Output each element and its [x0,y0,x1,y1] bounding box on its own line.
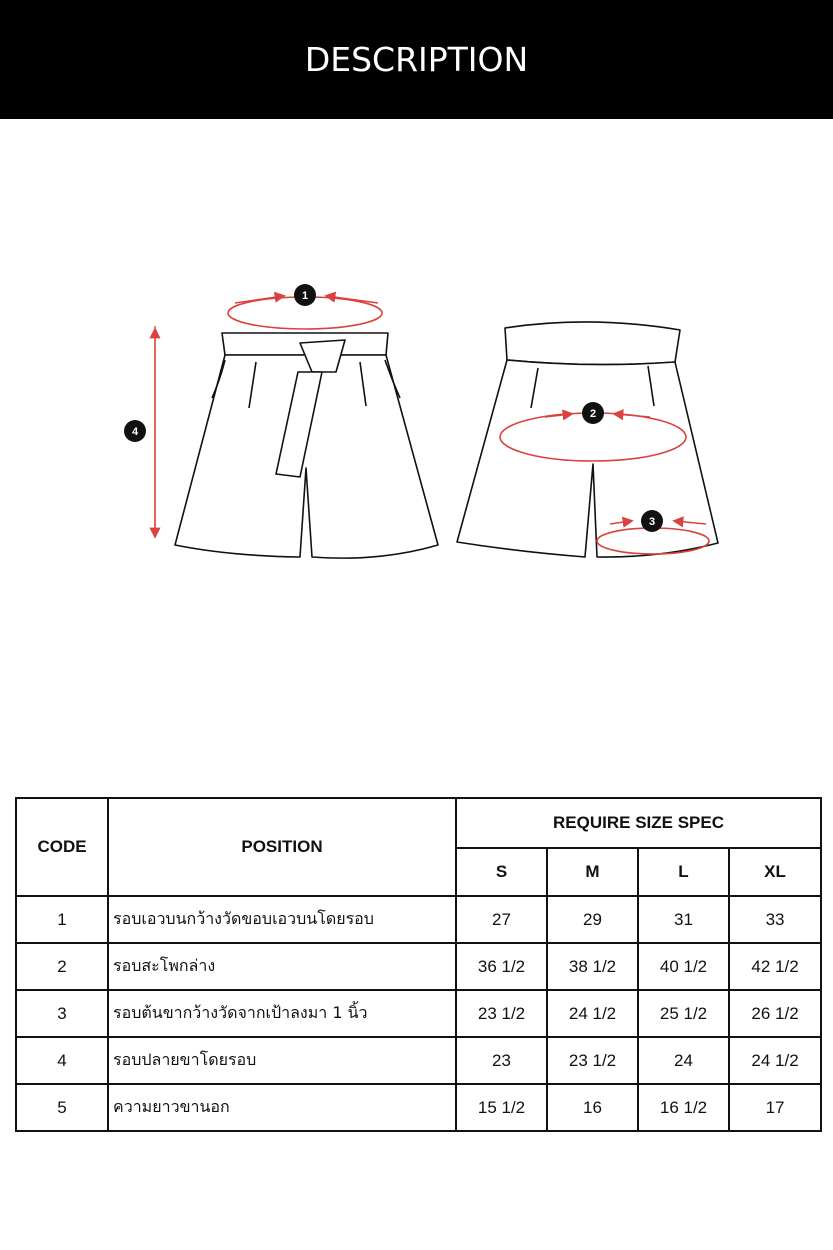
row-value-l: 25 1/2 [638,990,729,1037]
row-value-s: 27 [456,896,547,943]
row-value-s: 15 1/2 [456,1084,547,1131]
table-row [16,1084,821,1131]
row-position: รอบต้นขากว้างวัดจากเป้าลงมา 1 นิ้ว [108,990,456,1037]
row-position: รอบปลายขาโดยรอบ [108,1037,456,1084]
row-code: 5 [16,1084,108,1131]
front-shorts-drawing [175,333,438,558]
size-header-m: M [547,848,638,896]
row-value-m: 24 1/2 [547,990,638,1037]
row-code: 2 [16,943,108,990]
measurement-length [124,326,155,536]
row-value-m: 38 1/2 [547,943,638,990]
row-value-s: 36 1/2 [456,943,547,990]
table-row [16,990,821,1037]
svg-text:4: 4 [131,426,139,438]
svg-text:1: 1 [301,290,309,302]
size-header-s: S [456,848,547,896]
row-value-l: 40 1/2 [638,943,729,990]
row-value-m: 23 1/2 [547,1037,638,1084]
table-row [16,943,821,990]
row-value-m: 16 [547,1084,638,1131]
table-row [16,896,821,943]
row-value-xl: 24 1/2 [729,1037,821,1084]
row-value-l: 31 [638,896,729,943]
row-position: รอบเอวบนกว้างวัดขอบเอวบนโดยรอบ [108,896,456,943]
row-value-xl: 33 [729,896,821,943]
header-bar [0,0,833,119]
row-value-xl: 42 1/2 [729,943,821,990]
row-position: รอบสะโพกล่าง [108,943,456,990]
row-position: ความยาวขานอก [108,1084,456,1131]
row-value-xl: 17 [729,1084,821,1131]
position-header: POSITION [108,798,456,896]
row-value-l: 24 [638,1037,729,1084]
row-value-xl: 26 1/2 [729,990,821,1037]
shorts-measurement-illustration [0,240,833,580]
code-header: CODE [16,798,108,896]
page-title: DESCRIPTION [304,40,529,79]
size-spec-table [15,797,822,1132]
size-header-l: L [638,848,729,896]
table-row [16,1037,821,1084]
measurement-waist [228,284,382,329]
svg-text:3: 3 [648,516,656,528]
size-header-xl: XL [729,848,821,896]
require-size-spec-header: REQUIRE SIZE SPEC [456,798,821,848]
row-value-l: 16 1/2 [638,1084,729,1131]
row-code: 3 [16,990,108,1037]
row-value-s: 23 [456,1037,547,1084]
svg-text:2: 2 [589,408,597,420]
row-code: 4 [16,1037,108,1084]
row-value-s: 23 1/2 [456,990,547,1037]
table-header-row [16,798,821,848]
row-code: 1 [16,896,108,943]
row-value-m: 29 [547,896,638,943]
